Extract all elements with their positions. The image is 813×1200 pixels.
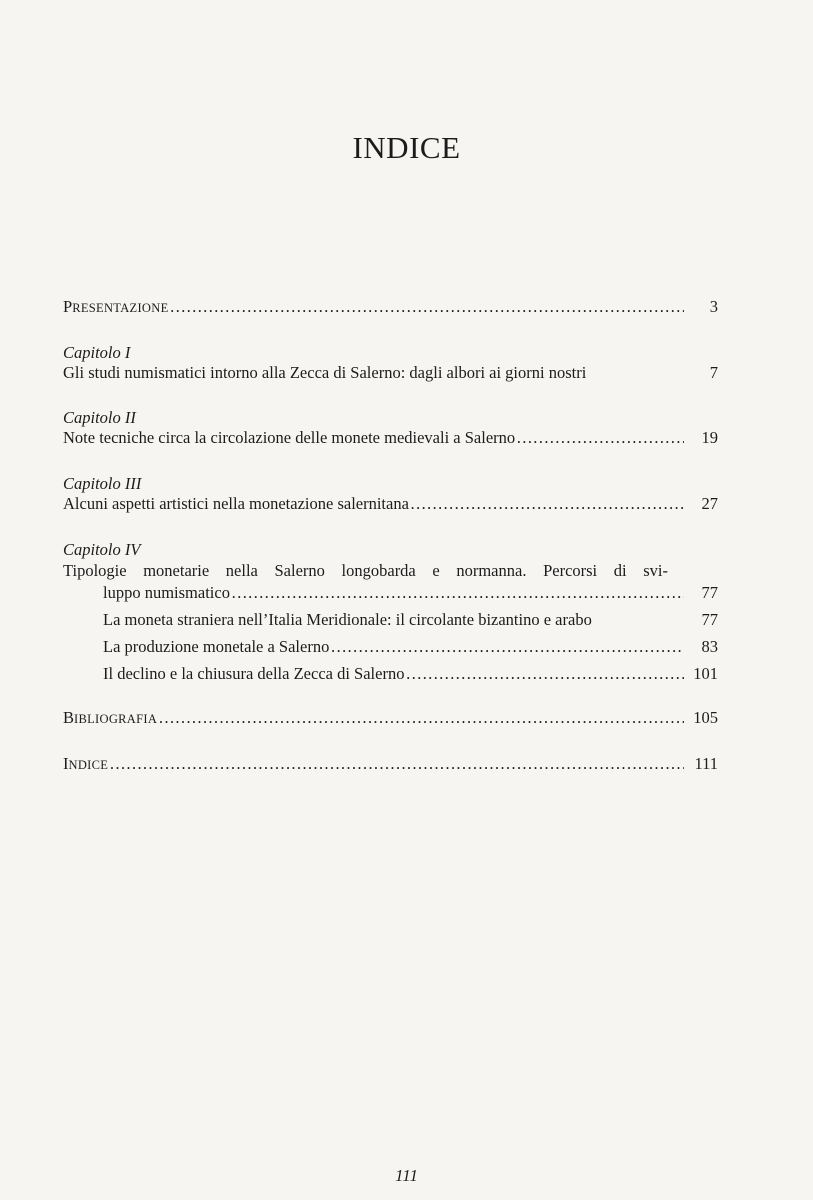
entry-title: PRESENTAZIONE: [63, 297, 169, 316]
page-number: 7: [709, 363, 718, 382]
toc-entry-chapter-4: [103, 583, 718, 603]
entry-title: Alcuni aspetti artistici nella monetazione salernitana: [63, 494, 409, 513]
entry-title-line-2: luppo numismatico: [103, 583, 230, 602]
entry-title: Il declino e la chiusura della Zecca di Salerno: [103, 664, 405, 683]
page-number: 83: [701, 637, 718, 656]
chapter-label: Capitolo I: [63, 343, 131, 362]
leader-dots: [230, 583, 684, 603]
chapter-label: Capitolo II: [63, 408, 136, 427]
page-number: 101: [693, 664, 718, 683]
page-number: 105: [693, 708, 718, 727]
leader-dots: [515, 428, 684, 448]
toc-entry-indice: [63, 754, 718, 774]
folio-page-number: 111: [395, 1166, 418, 1185]
page-number: 27: [701, 494, 718, 513]
toc-subentry: [103, 637, 718, 657]
toc-entry-presentazione: [63, 297, 718, 317]
entry-title: La produzione monetale a Salerno: [103, 637, 330, 656]
toc-entry-chapter-3: [63, 494, 718, 514]
toc-entry-chapter-2: [63, 428, 718, 448]
leader-dots: [157, 708, 684, 728]
toc-entry-chapter-1: [63, 363, 718, 383]
entry-title: BIBLIOGRAFIA: [63, 708, 158, 727]
entry-title: INDICE: [63, 754, 109, 773]
leader-dots: [108, 754, 684, 774]
page-number: 77: [701, 610, 718, 629]
entry-title: Gli studi numismatici intorno alla Zecca di Salerno: dagli albori ai giorni nostri: [63, 363, 587, 382]
leader-dots: [404, 664, 684, 684]
leader-dots: [329, 637, 684, 657]
page-number: 77: [701, 583, 718, 602]
entry-title: Note tecniche circa la circolazione delle monete medievali a Salerno: [63, 428, 516, 447]
toc-subentry: [103, 664, 718, 684]
page-number: 3: [709, 297, 718, 316]
chapter-label: Capitolo IV: [63, 540, 141, 559]
page-title: INDICE: [352, 130, 461, 165]
page-number: 19: [701, 428, 718, 447]
leader-dots: [409, 494, 684, 514]
leader-dots: [169, 297, 684, 317]
toc-subentry: [103, 610, 718, 630]
entry-title-line-1: Tipologie monetarie nella Salerno longobarda e normanna. Percorsi di svi-: [63, 561, 668, 580]
entry-title: La moneta straniera nell’Italia Meridionale: il circolante bizantino e arabo: [103, 610, 592, 629]
toc-entry-bibliografia: [63, 708, 718, 728]
page-number: 111: [694, 754, 718, 773]
chapter-label: Capitolo III: [63, 474, 142, 493]
